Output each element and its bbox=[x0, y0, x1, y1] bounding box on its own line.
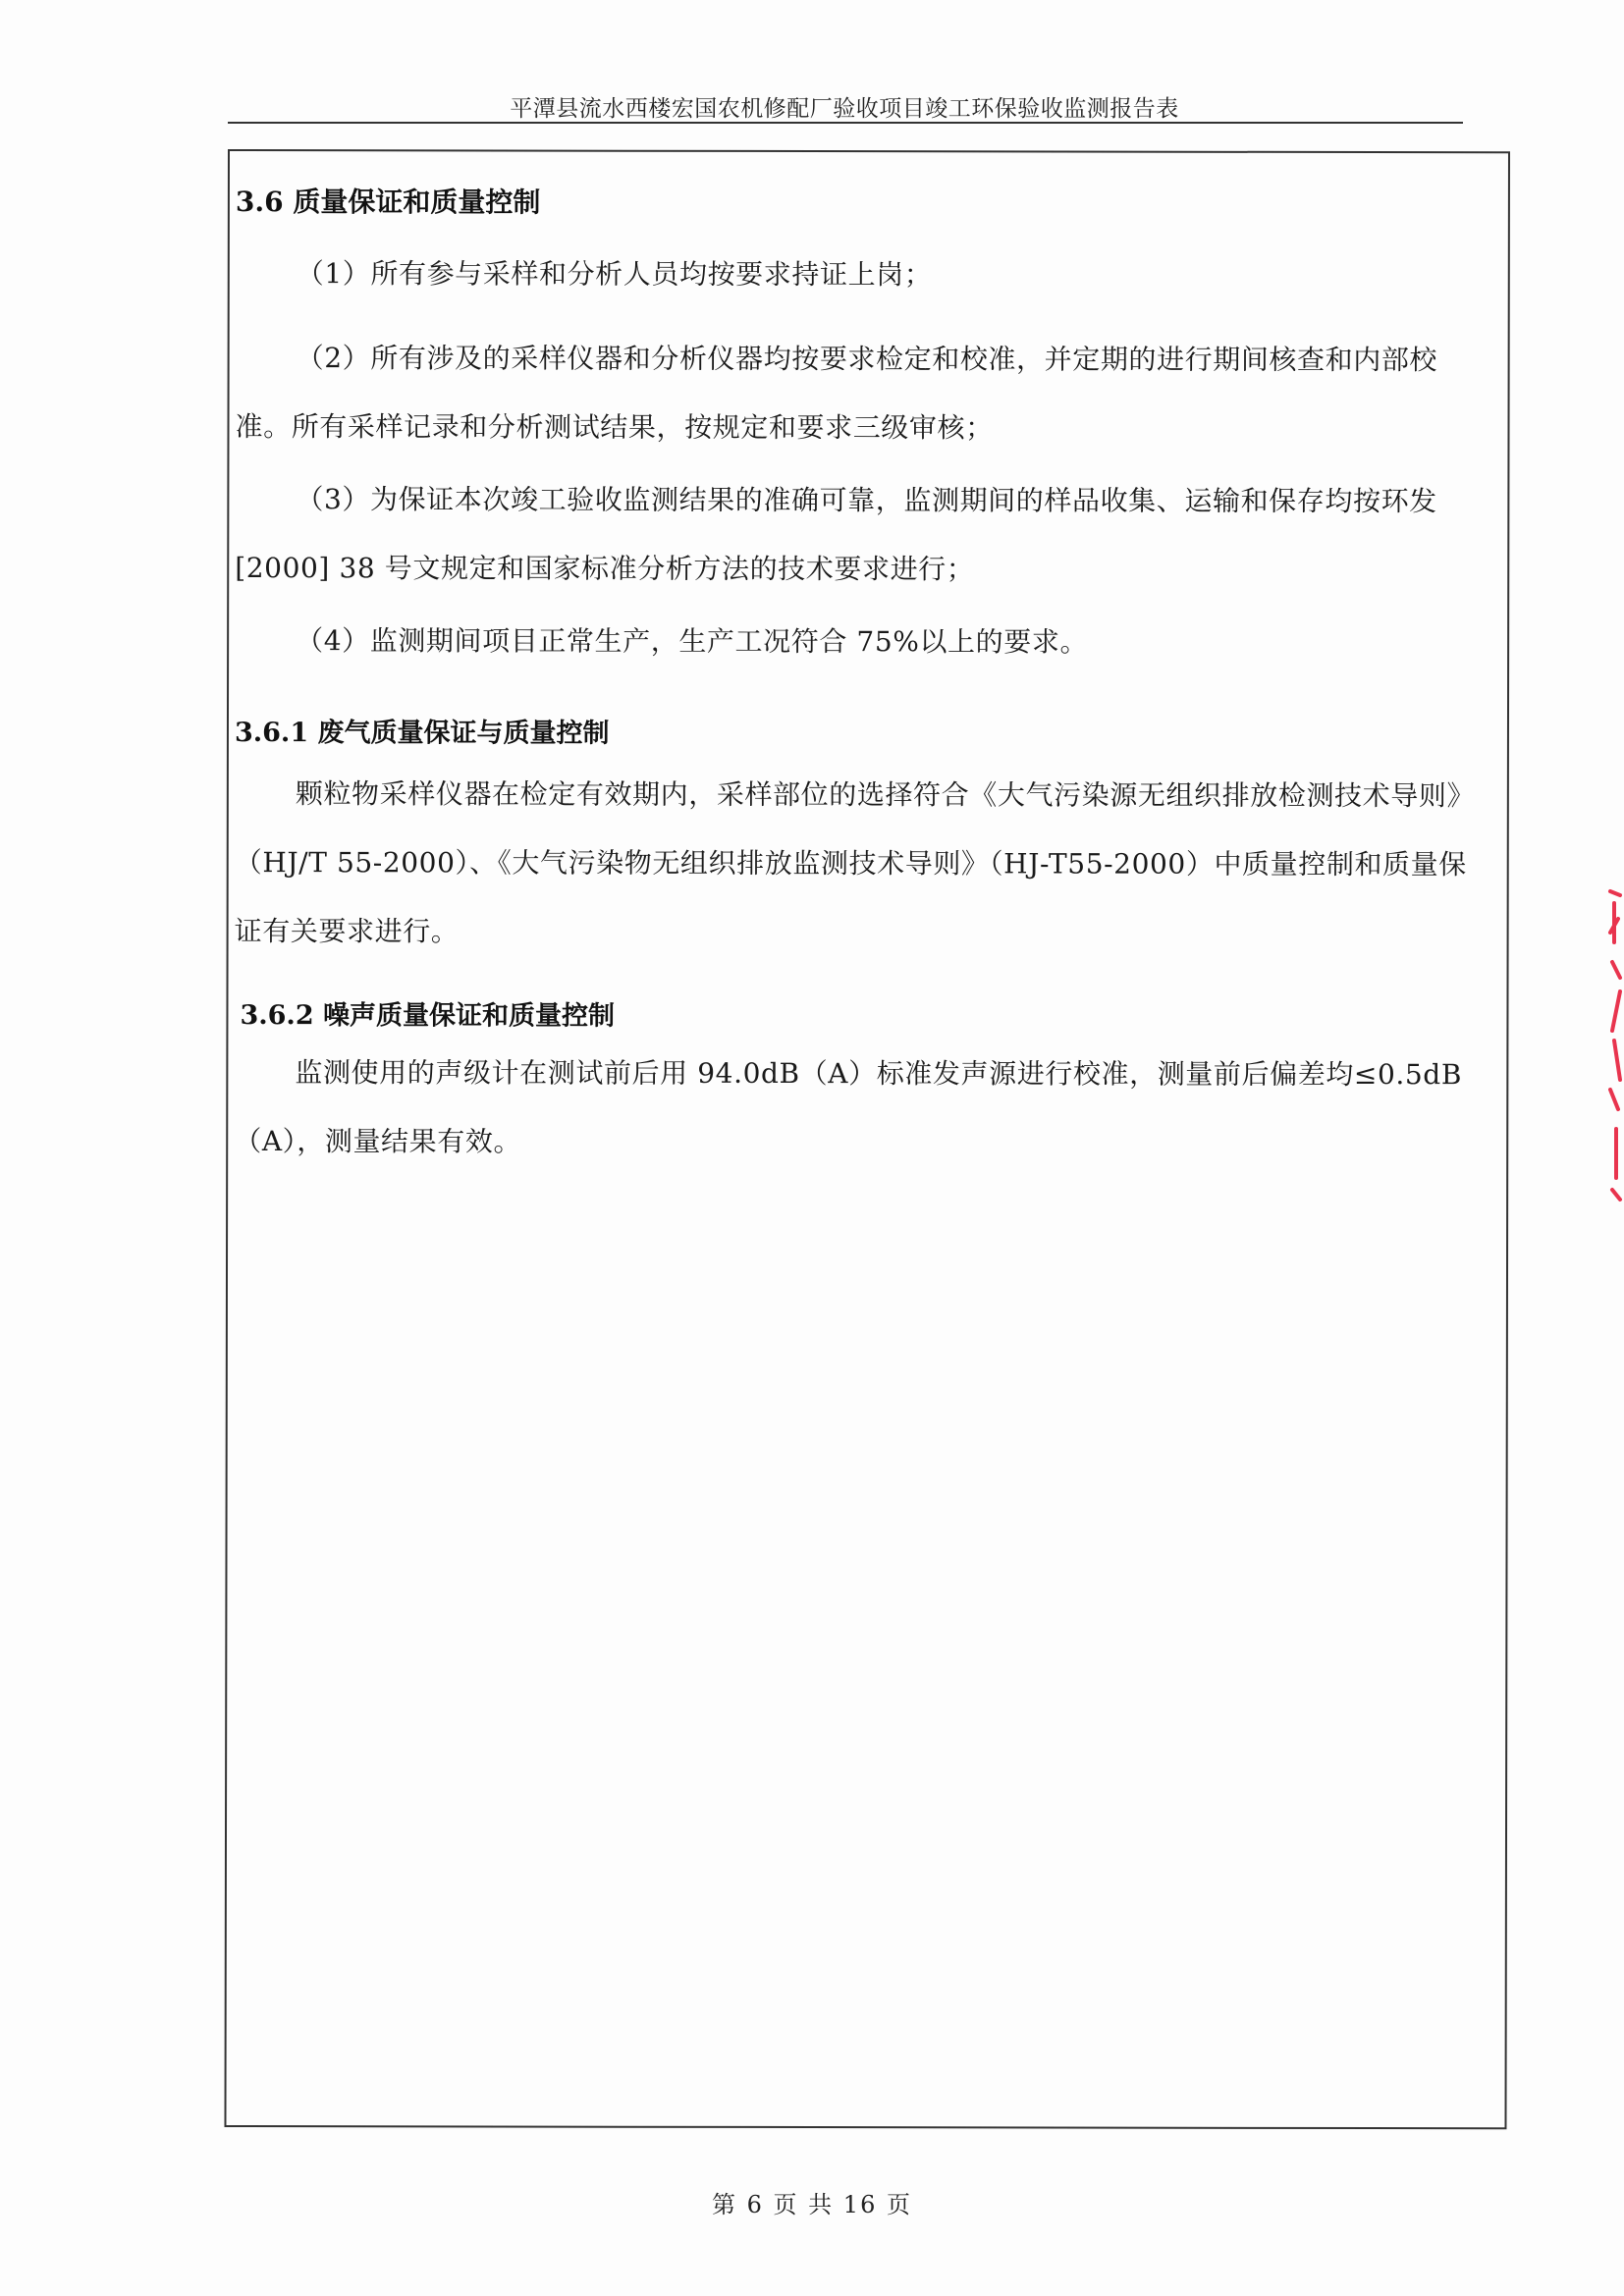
page-number: 第 6 页 共 16 页 bbox=[712, 2191, 912, 2218]
section-3-6-item-2: （2）所有涉及的采样仪器和分析仪器均按要求检定和校准，并定期的进行期间核查和内部校准。所有采样记录和分析测试结果，按规定和要求三级审核； bbox=[235, 342, 1438, 445]
content-frame bbox=[224, 149, 1510, 2129]
section-3-6-heading: 3.6 质量保证和质量控制 bbox=[235, 186, 541, 219]
section-3-6-2-body: 监测使用的声级计在测试前后用 94.0dB（A）标准发声源进行校准，测量前后偏差均≤0.5dB（A），测量结果有效。 bbox=[234, 1056, 1463, 1158]
header-rule bbox=[228, 122, 1463, 124]
section-3-6-1-body: 颗粒物采样仪器在检定有效期内，采样部位的选择符合《大气污染源无组织排放检测技术导则》（HJ/T 55-2000）、《大气污染物无组织排放监测技术导则》（HJ-T55-2000）中质量控制和质量保证有关要求进行。 bbox=[234, 777, 1476, 948]
section-3-6-item-1: （1）所有参与采样和分析人员均按要求持证上岗； bbox=[296, 257, 933, 292]
page-header-title: 平潭县流水西楼宏国农机修配厂验收项目竣工环保验收监测报告表 bbox=[510, 96, 1179, 122]
section-3-6-item-3: （3）为保证本次竣工验收监测结果的准确可靠，监测期间的样品收集、运输和保存均按环发[2000] 38 号文规定和国家标准分析方法的技术要求进行； bbox=[235, 483, 1437, 586]
section-3-6-1-heading: 3.6.1 废气质量保证与质量控制 bbox=[234, 718, 610, 749]
section-3-6-2-heading: 3.6.2 噪声质量保证和质量控制 bbox=[240, 1000, 616, 1032]
seal-stamp-fragment bbox=[1606, 883, 1624, 1207]
section-3-6-item-4: （4）监测期间项目正常生产，生产工况符合 75%以上的要求。 bbox=[296, 624, 1089, 659]
